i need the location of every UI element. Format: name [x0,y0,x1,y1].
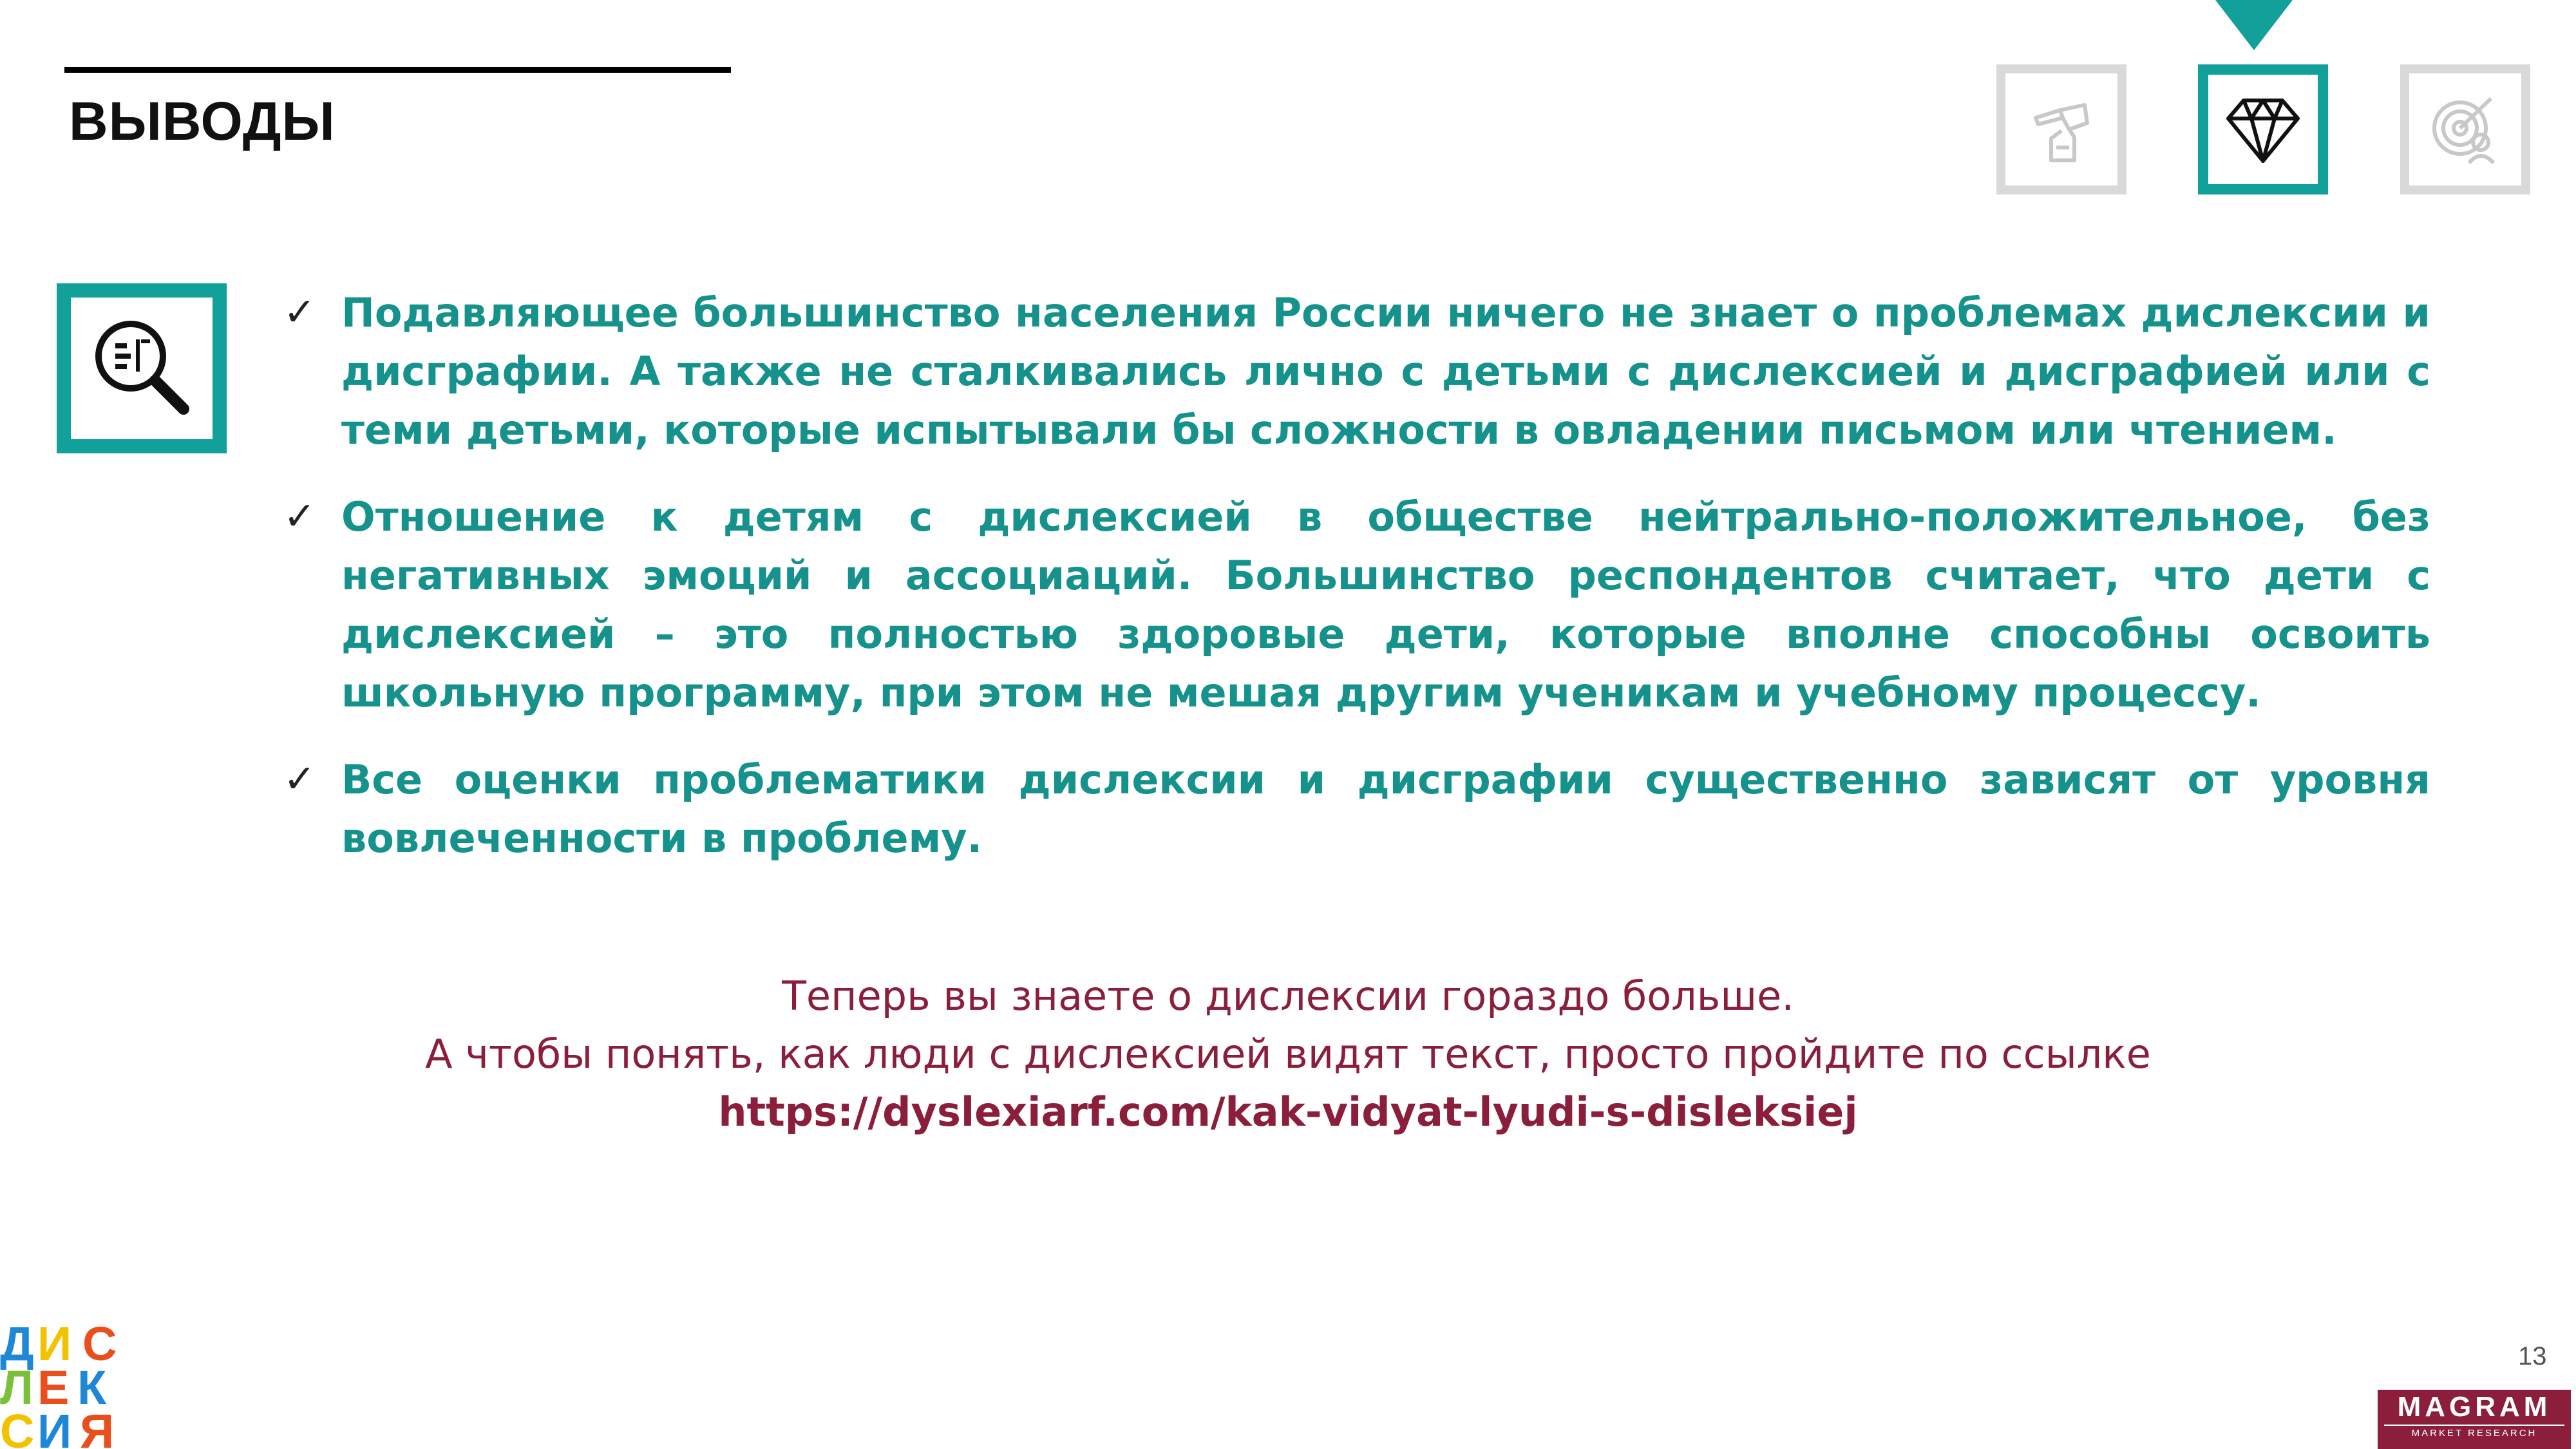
active-tile-pointer [2215,0,2293,50]
svg-text:Я: Я [80,1405,115,1449]
magram-subtitle: MARKET RESEARCH [2384,1425,2564,1441]
conclusion-item [283,488,2430,722]
svg-text:И: И [37,1320,72,1370]
conclusions-list [283,283,2430,896]
svg-text:К: К [77,1361,107,1414]
page-number: 13 [2518,1342,2547,1370]
hand-pen-icon [2023,91,2100,168]
svg-text:Е: Е [37,1361,70,1414]
svg-text:И: И [37,1405,72,1449]
conclusion-item [283,283,2430,459]
closing-line-2: А чтобы понять, как люди с дислексией видят текст, просто пройдите по ссылке [425,1030,2151,1077]
diamond-icon [2224,94,2302,165]
nav-tile-approach[interactable] [1996,64,2126,194]
magram-name: MAGRAM [2397,1391,2552,1423]
closing-line-1: Теперь вы знаете о дислексии гораздо больше. [782,972,1794,1019]
dyslexia-logo [0,1320,129,1449]
svg-text:Л: Л [0,1361,33,1414]
svg-text:С: С [82,1320,117,1370]
dyslexia-link[interactable]: https://dyslexiarf.com/kak-vidyat-lyudi-s-disleksiej [718,1088,1858,1135]
section-icon [57,283,227,453]
check-icon: ✓ [283,290,316,335]
conclusion-item [283,750,2430,867]
conclusion-text: Все оценки проблематики дислексии и дисграфии существенно зависят от уровня вовлеченности в проблему. [341,756,2430,862]
magram-logo [2378,1390,2571,1449]
nav-tile-conclusions[interactable] [2198,64,2328,194]
page-title: ВЫВОДЫ [69,91,336,151]
conclusion-text: Подавляющее большинство населения России ничего не знает о проблемах дислексии и дисграфии. А также не сталкивались лично с детьми с дислексией и дисграфией или с теми детьми, которые испытывали бы сложности в овладении письмом или чтением. [341,289,2430,453]
svg-text:Д: Д [0,1320,34,1370]
conclusion-text: Отношение к детям с дислексией в обществе нейтрально-положительное, без негативных эмоций и ассоциаций. Большинство респондентов считает, что дети с дислексией – это полностью здоровые дети, которые вполне способны освоить школьную программу, при этом не мешая другим ученикам и учебному процессу. [341,493,2430,716]
magnifier-chart-icon [87,314,196,423]
svg-text:С: С [0,1405,35,1449]
check-icon: ✓ [283,494,316,539]
title-rule [64,67,731,73]
target-person-icon [2427,91,2504,168]
check-icon: ✓ [283,757,316,802]
nav-tile-goals[interactable] [2400,64,2530,194]
